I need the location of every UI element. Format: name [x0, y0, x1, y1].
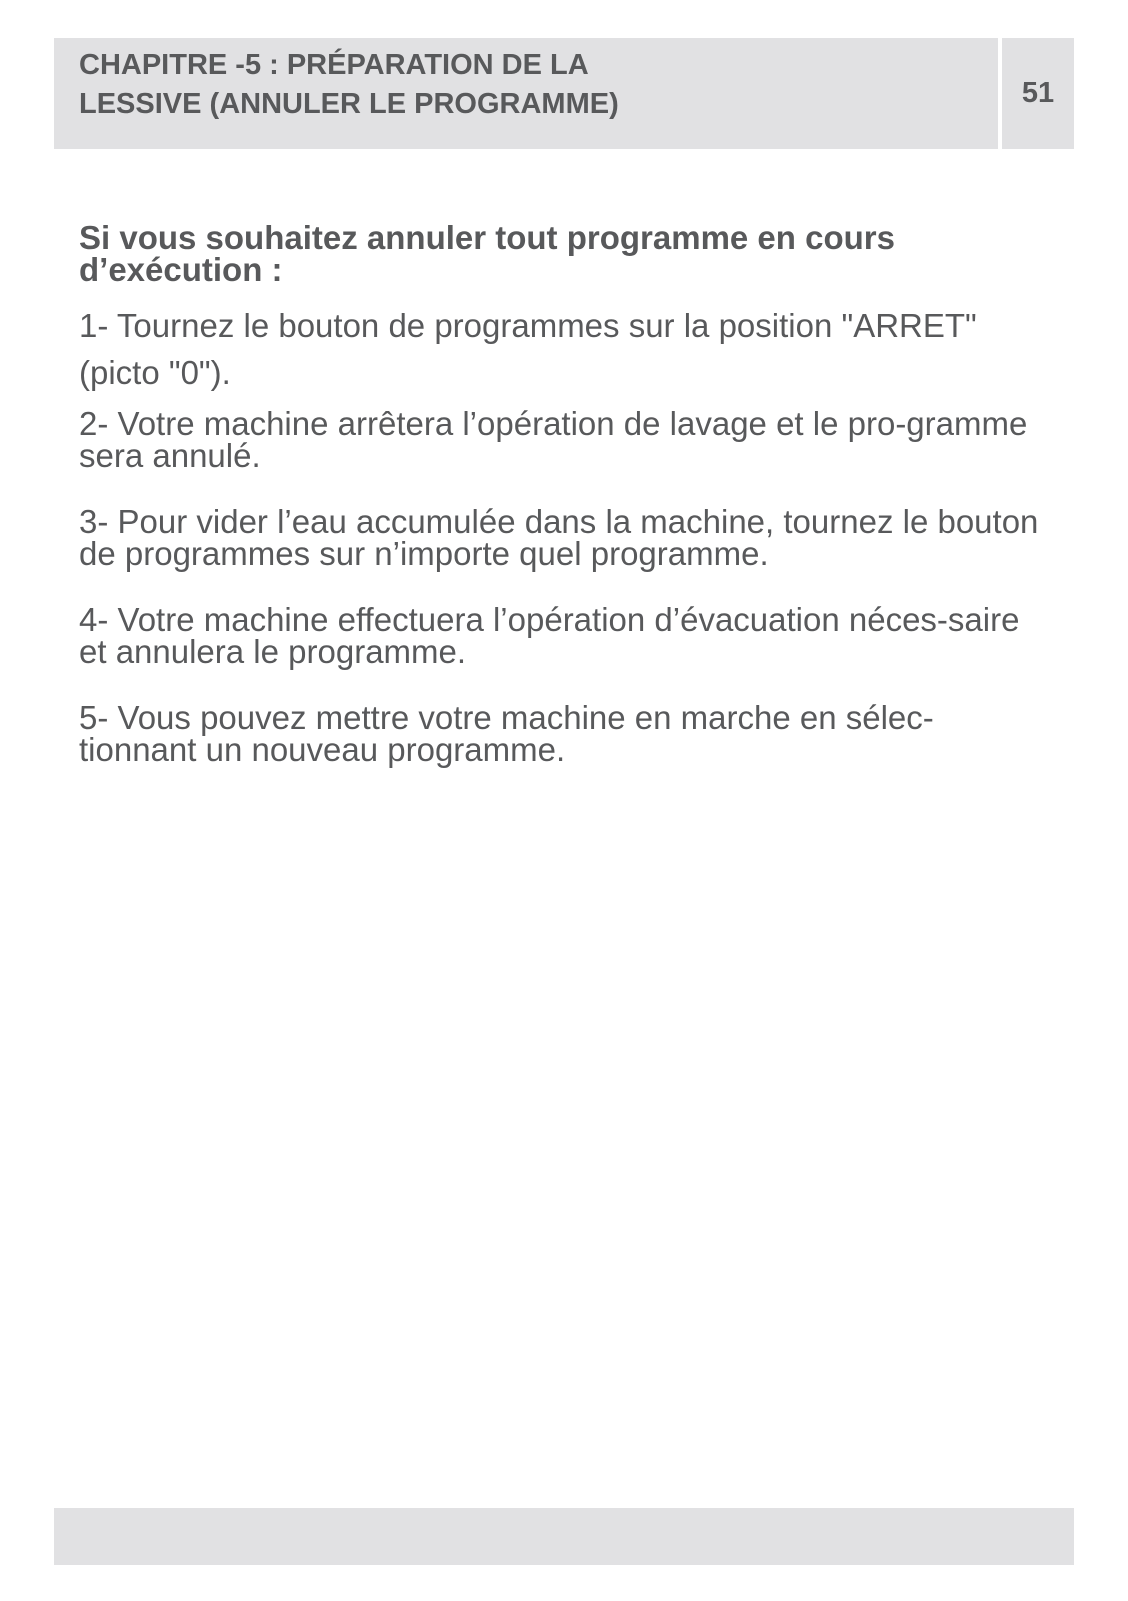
step-3: 3- Pour vider l’eau accumulée dans la machine, tournez le bouton de programmes sur n’importe quel programme.	[79, 503, 1039, 572]
footer-bar	[54, 1508, 1074, 1565]
chapter-title-line-2: LESSIVE (ANNULER LE PROGRAMME)	[79, 88, 619, 120]
chapter-title-line-1: CHAPITRE -5 : PRÉPARATION DE LA	[79, 49, 589, 81]
intro-heading: Si vous souhaitez annuler tout programme en cours d’exécution :	[79, 219, 895, 288]
main-content	[79, 219, 1039, 768]
step-4: 4- Votre machine effectuera l’opération d’évacuation néces-saire et annulera le programme.	[79, 601, 1020, 670]
step-1: 1- Tournez le bouton de programmes sur la position "ARRET" (picto "0").	[79, 307, 977, 391]
step-2: 2- Votre machine arrêtera l’opération de lavage et le pro-gramme sera annulé.	[79, 405, 1028, 474]
step-5: 5- Vous pouvez mettre votre machine en marche en sélec-tionnant un nouveau programme.	[79, 699, 934, 768]
chapter-title	[79, 46, 979, 124]
page-number: 51	[1021, 77, 1055, 109]
page-number-box	[1002, 38, 1074, 149]
chapter-title-box	[54, 38, 998, 149]
page-header	[54, 38, 1074, 149]
